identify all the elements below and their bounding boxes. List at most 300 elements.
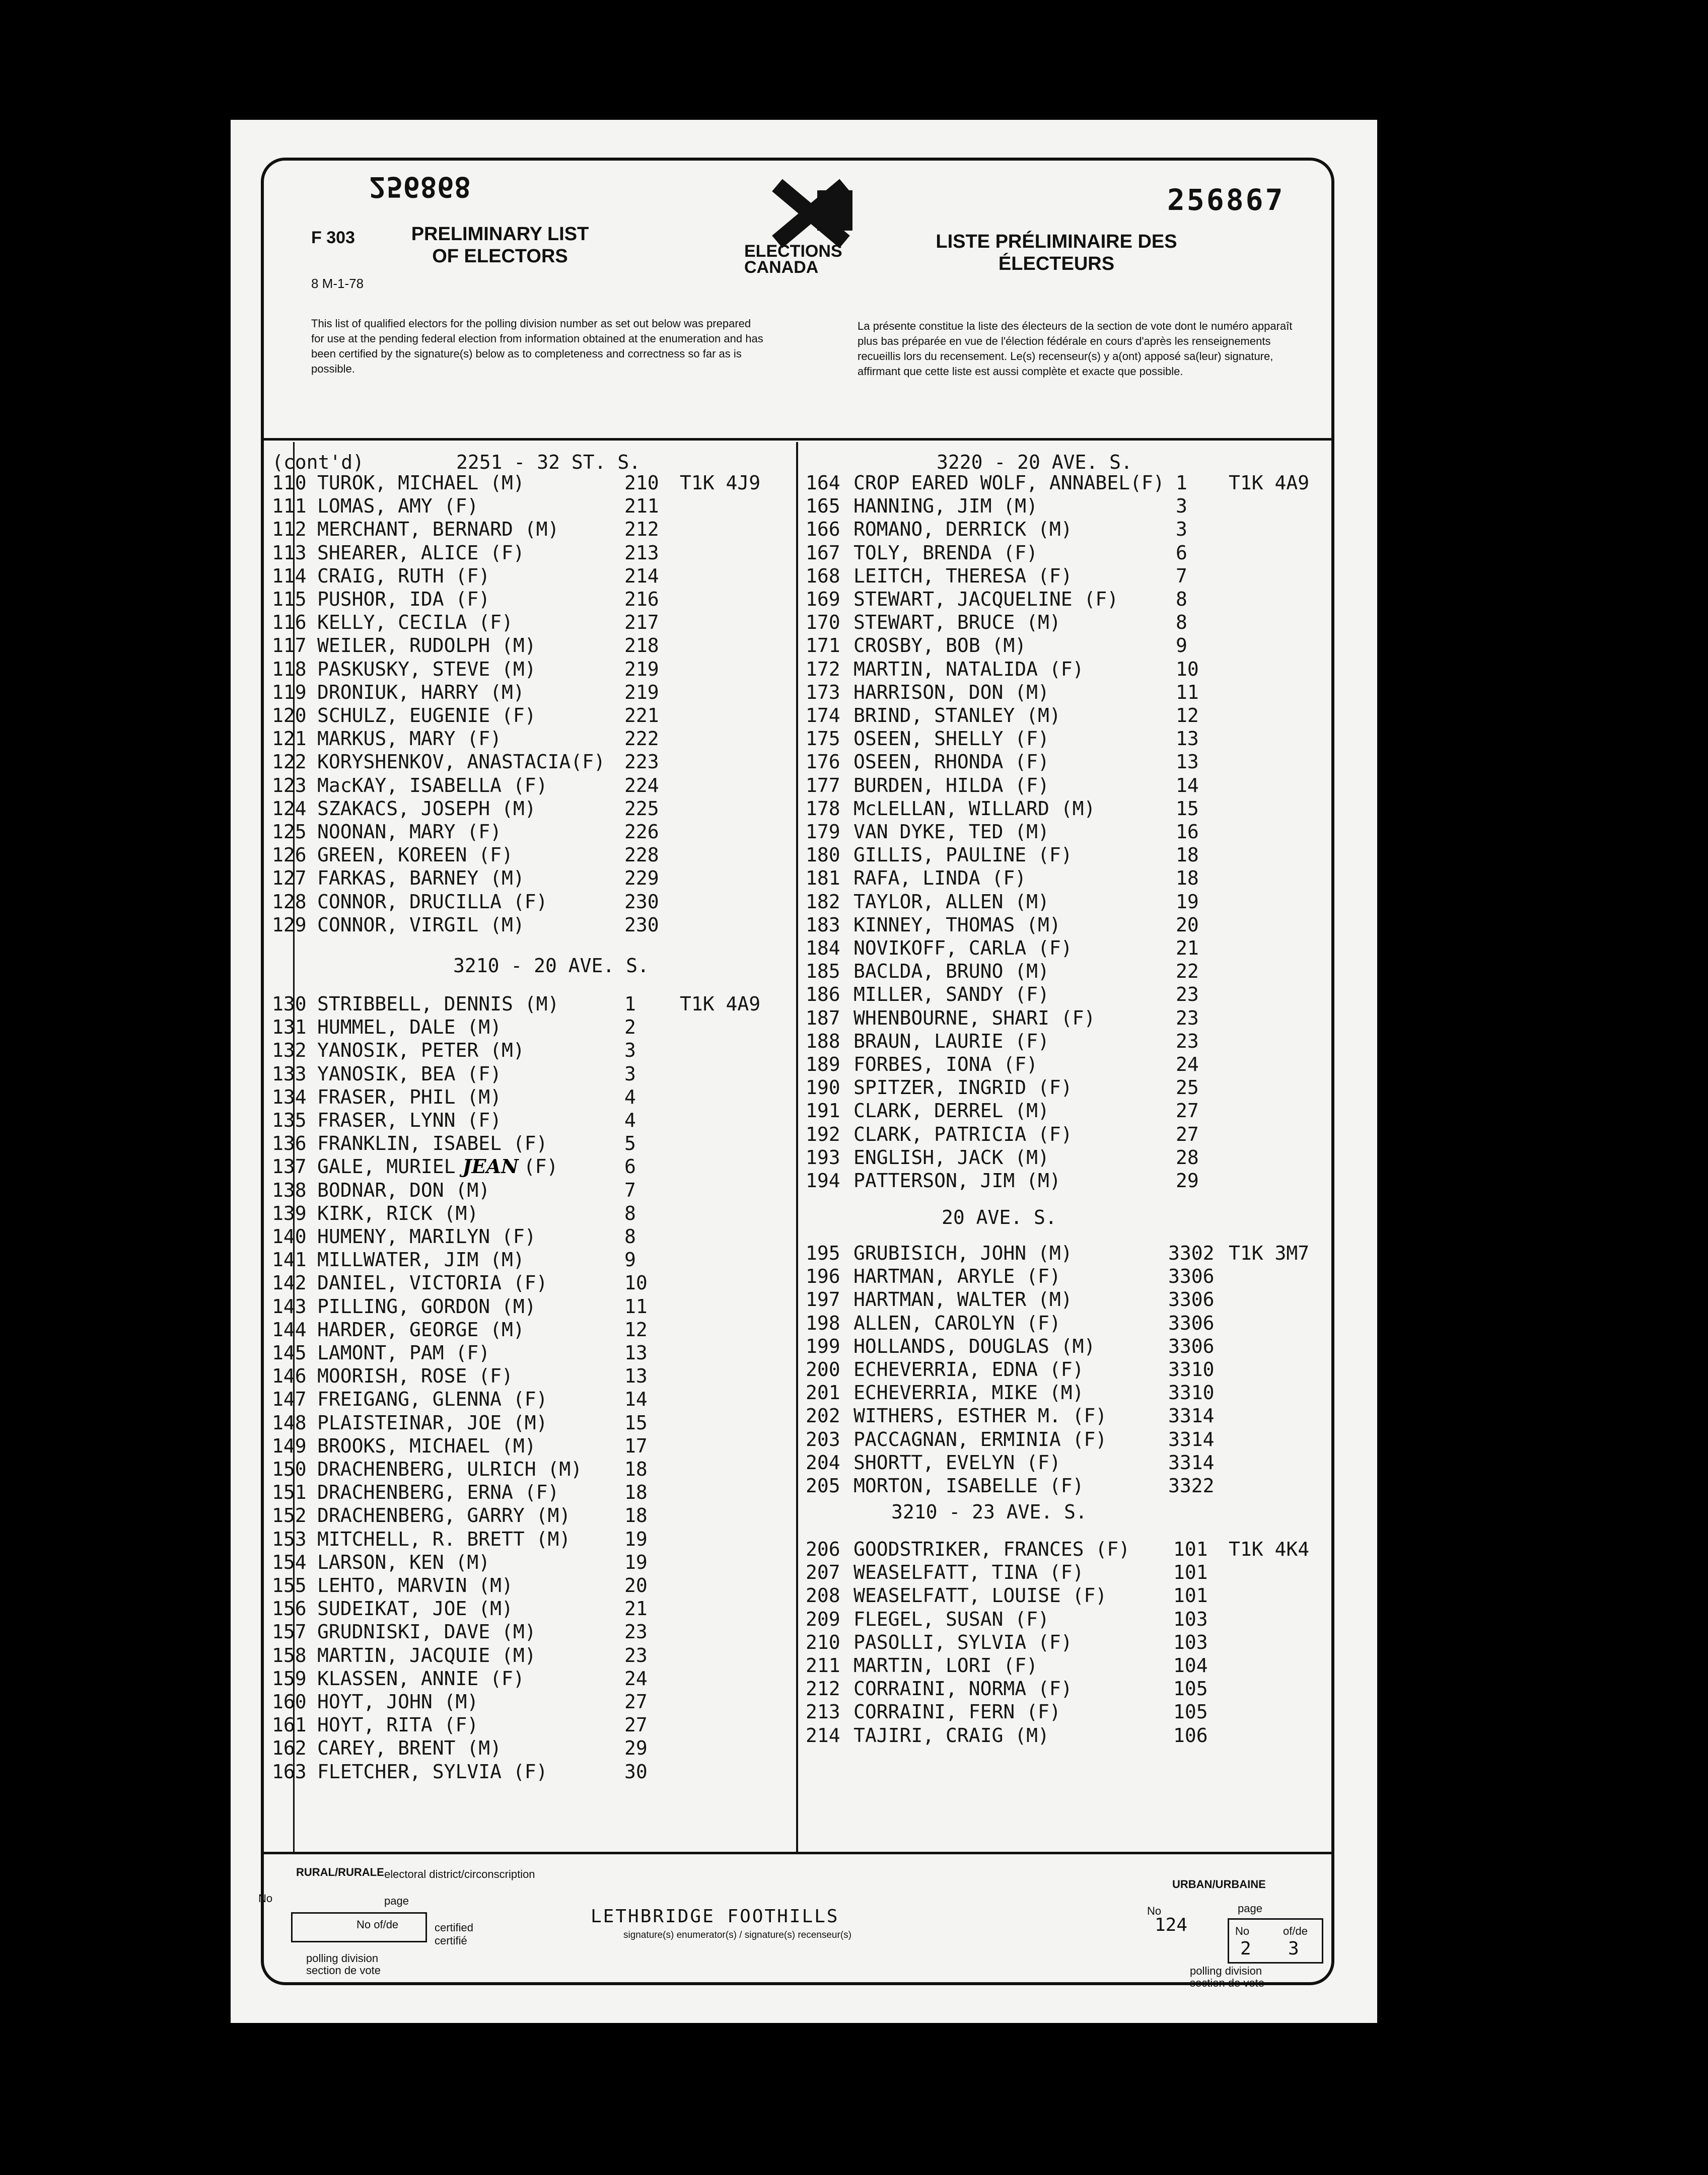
elector-name: CAREY, BRENT (M): [317, 1737, 502, 1760]
street-number: 3306: [1168, 1265, 1215, 1288]
enumerator-signature-label: signature(s) enumerator(s) / signature(s) recenseur(s): [623, 1930, 851, 1940]
street-number: 104: [1173, 1654, 1208, 1677]
elector-number: 175: [806, 728, 840, 750]
elector-name: McLELLAN, WILLARD (M): [853, 797, 1096, 820]
elector-row: [272, 518, 791, 541]
elector-number: 153: [272, 1528, 307, 1550]
elector-name: KINNEY, THOMAS (M): [853, 913, 1061, 936]
elector-row: [806, 1099, 1334, 1122]
elector-row: [272, 1039, 791, 1062]
elector-number: 191: [806, 1100, 840, 1122]
section-heading: 3220 - 20 AVE. S.: [937, 451, 1132, 473]
elector-name: LEITCH, THERESA (F): [853, 564, 1073, 587]
street-number: 3306: [1168, 1288, 1215, 1311]
elector-number: 210: [806, 1631, 840, 1653]
elector-number: 186: [806, 983, 840, 1006]
title-english: PRELIMINARY LIST OF ELECTORS: [411, 224, 589, 267]
street-number: 222: [624, 728, 659, 750]
postal-code: T1K 4K4: [1229, 1538, 1310, 1560]
elector-number: 149: [272, 1434, 307, 1457]
elector-name: DRONIUK, HARRY (M): [317, 681, 525, 703]
rural-of-label: No of/de: [357, 1918, 399, 1931]
elector-name: BACLDA, BRUNO (M): [853, 960, 1049, 983]
elector-number: 116: [272, 611, 307, 634]
elector-number: 177: [806, 774, 840, 796]
title-french: LISTE PRÉLIMINAIRE DES ÉLECTEURS: [936, 231, 1177, 274]
elector-row: [272, 1155, 791, 1178]
street-number: 16: [1176, 821, 1199, 843]
elector-name: PASOLLI, SYLVIA (F): [853, 1631, 1073, 1653]
street-number: 101: [1173, 1584, 1208, 1607]
elector-row: [806, 1146, 1334, 1169]
elector-number: 198: [806, 1312, 840, 1334]
elector-name: CONNOR, DRUCILLA (F): [317, 890, 548, 913]
certified-label: certified certifié: [435, 1921, 474, 1947]
elector-name: FRANKLIN, ISABEL (F): [317, 1132, 548, 1155]
elector-number: 169: [806, 588, 840, 610]
elector-row: [272, 1458, 791, 1481]
section-heading: (cont'd) 2251 - 32 ST. S.: [272, 451, 641, 473]
elector-name: HARTMAN, ARYLE (F): [853, 1265, 1061, 1288]
elector-number: 204: [806, 1451, 840, 1474]
street-number: 224: [624, 774, 659, 796]
elector-number: 143: [272, 1295, 307, 1318]
elector-number: 189: [806, 1053, 840, 1075]
elector-row: [806, 866, 1334, 890]
elector-number: 117: [272, 634, 307, 657]
elector-number: 208: [806, 1584, 840, 1607]
elector-number: 130: [272, 993, 307, 1015]
elector-name: TOLY, BRENDA (F): [853, 541, 1038, 564]
elector-row: [806, 913, 1334, 936]
elector-number: 170: [806, 611, 840, 634]
elector-row: [806, 1242, 1334, 1265]
street-number: 3322: [1168, 1475, 1215, 1497]
elector-number: 131: [272, 1016, 307, 1039]
elector-row: [272, 890, 791, 913]
street-number: 2: [624, 1016, 636, 1039]
elector-row: [272, 658, 791, 681]
elector-name: GILLIS, PAULINE (F): [853, 844, 1073, 866]
elector-name: CORRAINI, NORMA (F): [853, 1678, 1073, 1700]
elector-name: MOORISH, ROSE (F): [317, 1365, 513, 1388]
elector-name: KELLY, CECILA (F): [317, 611, 513, 634]
street-number: 13: [1176, 728, 1199, 750]
street-number: 11: [624, 1295, 648, 1318]
serial-number: 256867: [1167, 183, 1285, 217]
street-number: 228: [624, 844, 659, 866]
street-number: 18: [624, 1504, 648, 1527]
elector-row: [272, 1528, 791, 1551]
elector-row: [806, 1053, 1334, 1076]
elector-name: HOYT, RITA (F): [317, 1714, 479, 1736]
elector-row: [272, 1736, 791, 1760]
elector-name: HUMMEL, DALE (M): [317, 1016, 502, 1039]
elector-row: [806, 1006, 1334, 1030]
elector-name: GRUDNISKI, DAVE (M): [317, 1621, 536, 1643]
street-number: 21: [624, 1598, 648, 1620]
street-number: 6: [1176, 541, 1187, 564]
elector-name: OSEEN, SHELLY (F): [853, 728, 1049, 750]
elector-number: 168: [806, 564, 840, 587]
elector-number: 174: [806, 704, 840, 727]
street-number: 8: [624, 1225, 636, 1248]
section-heading: 20 AVE. S.: [942, 1206, 1057, 1228]
elector-row: [806, 1265, 1334, 1288]
elector-row: [272, 1132, 791, 1155]
elector-number: 190: [806, 1076, 840, 1099]
elector-name: SHEARER, ALICE (F): [317, 541, 525, 564]
elector-row: [806, 1123, 1334, 1146]
elector-number: 207: [806, 1561, 840, 1584]
street-number: 221: [624, 704, 659, 727]
elector-number: 150: [272, 1458, 307, 1480]
elector-row: [272, 1295, 791, 1318]
elector-name: HANNING, JIM (M): [853, 495, 1038, 518]
elector-number: 171: [806, 634, 840, 657]
street-number: 14: [1176, 774, 1199, 796]
elector-name: VAN DYKE, TED (M): [853, 821, 1049, 843]
street-number: 11: [1176, 681, 1199, 703]
elector-name: STRIBBELL, DENNIS (M): [317, 993, 559, 1015]
elector-name: BURDEN, HILDA (F): [853, 774, 1049, 796]
street-number: 19: [624, 1551, 648, 1573]
elector-name: TAYLOR, ALLEN (M): [853, 890, 1049, 913]
elector-name: FLETCHER, SYLVIA (F): [317, 1760, 548, 1783]
street-number: 21: [1176, 937, 1199, 959]
elector-number: 195: [806, 1242, 840, 1264]
elector-name: CROP EARED WOLF, ANNABEL(F): [853, 472, 1165, 494]
elector-row: [272, 681, 791, 704]
elector-number: 138: [272, 1179, 307, 1201]
street-number: 12: [1176, 704, 1199, 727]
elector-row: [806, 750, 1334, 773]
street-number: 28: [1176, 1146, 1199, 1169]
elector-name: STEWART, JACQUELINE (F): [853, 588, 1119, 610]
elector-row: [272, 564, 791, 588]
street-number: 105: [1173, 1678, 1208, 1700]
elector-row: [806, 1428, 1334, 1451]
elector-name: HOYT, JOHN (M): [317, 1691, 479, 1713]
elector-name: GOODSTRIKER, FRANCES (F): [853, 1538, 1130, 1560]
street-number: 219: [624, 681, 659, 703]
elector-name: YANOSIK, PETER (M): [317, 1039, 525, 1062]
elector-number: 113: [272, 541, 307, 564]
elector-number: 123: [272, 774, 307, 796]
elector-name: LEHTO, MARVIN (M): [317, 1574, 513, 1597]
elector-row: [272, 1179, 791, 1202]
elector-name: GALE, MURIEL JEAN (F): [317, 1155, 558, 1178]
elector-number: 212: [806, 1678, 840, 1700]
street-number: 103: [1173, 1631, 1208, 1653]
certification-note-french: La présente constitue la liste des électeurs de la section de vote dont le numéro apparaît plus bas préparée en vue de l'élection fédérale en cours d'après les renseignements recueillis lors du recensement. Le(s) recenseur(s) y a(ont) apposé sa(leur) signature, affirmant que cette liste est aussi complète et exacte que possible.: [858, 320, 1293, 378]
elector-name: GREEN, KOREEN (F): [317, 844, 513, 866]
elector-name: FARKAS, BARNEY (M): [317, 867, 525, 890]
street-number: 219: [624, 658, 659, 680]
elector-number: 133: [272, 1062, 307, 1085]
elector-row: [806, 774, 1334, 797]
street-number: 27: [624, 1714, 648, 1736]
street-number: 19: [624, 1528, 648, 1550]
street-number: 230: [624, 913, 659, 936]
street-number: 6: [624, 1155, 636, 1178]
elector-number: 199: [806, 1335, 840, 1357]
elector-name: DANIEL, VICTORIA (F): [317, 1272, 548, 1294]
street-number: 29: [624, 1737, 648, 1760]
elector-row: [272, 1248, 791, 1271]
header-divider: [264, 438, 1334, 441]
street-number: 3310: [1168, 1382, 1215, 1404]
urban-page-box: [1228, 1918, 1323, 1964]
elector-name: FLEGEL, SUSAN (F): [853, 1608, 1049, 1630]
elector-name: HUMENY, MARILYN (F): [317, 1225, 536, 1248]
street-number: 4: [624, 1109, 636, 1131]
street-number: 23: [1176, 1030, 1199, 1052]
form-code: F 303: [311, 228, 355, 247]
elector-row: [806, 634, 1334, 657]
street-number: 8: [1176, 611, 1187, 634]
elector-number: 110: [272, 472, 307, 494]
elector-row: [806, 1076, 1334, 1099]
street-number: 3: [1176, 495, 1187, 518]
elector-name: PLAISTEINAR, JOE (M): [317, 1411, 548, 1434]
elector-number: 141: [272, 1249, 307, 1271]
elector-number: 211: [806, 1654, 840, 1677]
street-number: 3: [1176, 518, 1187, 541]
street-number: 211: [624, 495, 659, 518]
street-number: 3314: [1168, 1428, 1215, 1451]
elector-number: 213: [806, 1701, 840, 1723]
elector-name: BRIND, STANLEY (M): [853, 704, 1061, 727]
elector-row: [272, 1620, 791, 1643]
street-number: 3306: [1168, 1335, 1215, 1357]
elector-name: FRASER, LYNN (F): [317, 1109, 502, 1131]
elector-number: 156: [272, 1598, 307, 1620]
mirrored-serial-number: 256868: [369, 170, 471, 203]
elector-row: [272, 1597, 791, 1620]
elector-number: 122: [272, 751, 307, 773]
rural-polling-division-label: polling division section de vote: [306, 1952, 381, 1977]
elector-name: LOMAS, AMY (F): [317, 495, 479, 518]
street-number: 103: [1173, 1608, 1208, 1630]
street-number: 19: [1176, 890, 1199, 913]
elector-number: 178: [806, 797, 840, 820]
elector-row: [272, 1667, 791, 1690]
elector-row: [806, 564, 1334, 588]
elector-name: MARTIN, JACQUIE (M): [317, 1644, 536, 1666]
elector-number: 181: [806, 867, 840, 890]
elector-name: ROMANO, DERRICK (M): [853, 518, 1073, 541]
elector-number: 203: [806, 1428, 840, 1451]
elector-number: 119: [272, 681, 307, 703]
elector-name: SPITZER, INGRID (F): [853, 1076, 1073, 1099]
elector-number: 162: [272, 1737, 307, 1760]
elector-row: [272, 843, 791, 866]
street-number: 7: [624, 1179, 636, 1201]
street-number: 7: [1176, 564, 1187, 587]
electoral-district-label: electoral district/circonscription: [384, 1868, 535, 1880]
elector-name: WEASELFATT, LOUISE (F): [853, 1584, 1107, 1607]
elector-number: 160: [272, 1691, 307, 1713]
elector-number: 167: [806, 541, 840, 564]
street-number: 9: [1176, 634, 1187, 657]
elector-row: [272, 1225, 791, 1248]
elector-name: CLARK, DERREL (M): [853, 1100, 1049, 1122]
elector-name: DRACHENBERG, GARRY (M): [317, 1504, 571, 1527]
elector-number: 206: [806, 1538, 840, 1560]
elector-number: 159: [272, 1667, 307, 1690]
street-number: 30: [624, 1760, 648, 1783]
elector-number: 134: [272, 1085, 307, 1108]
elector-name: MERCHANT, BERNARD (M): [317, 518, 559, 541]
postal-code: T1K 4A9: [1229, 472, 1310, 494]
elector-number: 140: [272, 1225, 307, 1248]
elector-row: [272, 1341, 791, 1364]
elector-name: FRASER, PHIL (M): [317, 1085, 502, 1108]
elector-name: HOLLANDS, DOUGLAS (M): [853, 1335, 1096, 1357]
elector-row: [806, 1724, 1334, 1747]
elector-name: PUSHOR, IDA (F): [317, 588, 490, 610]
elector-row: [806, 1169, 1334, 1192]
elector-number: 132: [272, 1039, 307, 1062]
elector-name: PASKUSKY, STEVE (M): [317, 658, 536, 680]
elector-name: BODNAR, DON (M): [317, 1179, 490, 1201]
urban-no-label: No: [1147, 1905, 1162, 1917]
elector-row: [806, 797, 1334, 820]
elector-row: [806, 1700, 1334, 1723]
elector-name: MARTIN, LORI (F): [853, 1654, 1038, 1677]
urban-polling-division-label: polling division section de vote: [1190, 1965, 1264, 1989]
elector-name: MILLER, SANDY (F): [853, 983, 1049, 1006]
elector-name: MILLWATER, JIM (M): [317, 1249, 525, 1271]
street-number: 27: [1176, 1123, 1199, 1145]
elector-number: 146: [272, 1365, 307, 1388]
left-column: [272, 451, 791, 1841]
elector-name: CORRAINI, FERN (F): [853, 1701, 1061, 1723]
street-number: 23: [1176, 983, 1199, 1006]
elector-name: LARSON, KEN (M): [317, 1551, 490, 1573]
elector-number: 111: [272, 495, 307, 518]
street-number: 3302: [1168, 1242, 1215, 1264]
street-number: 10: [624, 1272, 648, 1294]
elector-row: [806, 1030, 1334, 1053]
elector-row: [272, 1271, 791, 1294]
elector-number: 163: [272, 1760, 307, 1783]
page-total: 3: [1288, 1938, 1299, 1959]
street-number: 218: [624, 634, 659, 657]
rural-no-label: No: [258, 1892, 273, 1905]
elector-name: MARKUS, MARY (F): [317, 728, 502, 750]
elector-row: [272, 1085, 791, 1109]
elector-row: [806, 471, 1334, 494]
elector-row: [806, 1561, 1334, 1584]
street-number: 3: [624, 1039, 636, 1062]
elector-row: [806, 1335, 1334, 1358]
elector-number: 172: [806, 658, 840, 680]
street-number: 15: [1176, 797, 1199, 820]
section-heading: 3210 - 23 AVE. S.: [891, 1501, 1087, 1523]
elector-name: FREIGANG, GLENNA (F): [317, 1388, 548, 1411]
elector-row: [806, 820, 1334, 843]
elector-row: [806, 1654, 1334, 1677]
street-number: 3314: [1168, 1405, 1215, 1427]
certification-note-english: This list of qualified electors for the polling division number as set out below was prepared for use at the pending federal election from information obtained at the enumeration and has been certified by the signature(s) below as to completeness and correctness so far as is possible.: [311, 317, 763, 375]
street-number: 1: [624, 993, 636, 1015]
elector-name: ENGLISH, JACK (M): [853, 1146, 1049, 1169]
column-divider: [796, 442, 798, 1852]
street-number: 18: [1176, 867, 1199, 890]
street-number: 106: [1173, 1724, 1208, 1747]
street-number: 18: [1176, 844, 1199, 866]
elector-name: KIRK, RICK (M): [317, 1202, 479, 1224]
elector-name: ECHEVERRIA, MIKE (M): [853, 1382, 1084, 1404]
street-number: 214: [624, 564, 659, 587]
street-number: 22: [1176, 960, 1199, 983]
elector-row: [272, 541, 791, 564]
elector-row: [806, 1631, 1334, 1654]
elector-row: [272, 727, 791, 750]
urban-page-of-label: of/de: [1283, 1925, 1308, 1937]
elector-name: NOONAN, MARY (F): [317, 821, 502, 843]
elector-name: SCHULZ, EUGENIE (F): [317, 704, 536, 727]
elector-row: [272, 1109, 791, 1132]
elector-number: 125: [272, 821, 307, 843]
street-number: 1: [1176, 472, 1187, 494]
elector-row: [272, 494, 791, 518]
elector-row: [272, 1434, 791, 1458]
street-number: 213: [624, 541, 659, 564]
elector-sex: (F): [523, 1155, 558, 1178]
elector-number: 148: [272, 1411, 307, 1434]
elector-row: [272, 588, 791, 611]
form-revision-code: 8 M-1-78: [311, 276, 364, 291]
postal-code: T1K 4J9: [680, 472, 761, 494]
elector-number: 197: [806, 1288, 840, 1311]
elector-name: CRAIG, RUTH (F): [317, 564, 490, 587]
elector-name: BROOKS, MICHAEL (M): [317, 1434, 536, 1457]
elector-number: 139: [272, 1202, 307, 1224]
elector-name: CLARK, PATRICIA (F): [853, 1123, 1073, 1145]
elector-name: YANOSIK, BEA (F): [317, 1062, 502, 1085]
elector-row: [272, 1574, 791, 1597]
street-number: 9: [624, 1249, 636, 1271]
elector-number: 196: [806, 1265, 840, 1288]
elector-number: 152: [272, 1504, 307, 1527]
street-number: 14: [624, 1388, 648, 1411]
elector-name: WHENBOURNE, SHARI (F): [853, 1006, 1096, 1029]
elector-number: 192: [806, 1123, 840, 1145]
elector-row: [806, 681, 1334, 704]
elector-number: 157: [272, 1621, 307, 1643]
postal-code: T1K 4A9: [680, 993, 761, 1015]
elector-number: 193: [806, 1146, 840, 1169]
elector-row: [272, 1504, 791, 1527]
elector-row: [806, 1677, 1334, 1700]
elector-name: KORYSHENKOV, ANASTACIA(F): [317, 751, 605, 773]
street-number: 5: [624, 1132, 636, 1155]
elector-row: [806, 494, 1334, 518]
elector-row: [272, 774, 791, 797]
elector-name: KLASSEN, ANNIE (F): [317, 1667, 525, 1690]
elector-number: 121: [272, 728, 307, 750]
elector-row: [272, 1388, 791, 1411]
elector-name: ALLEN, CAROLYN (F): [853, 1312, 1061, 1334]
elector-number: 180: [806, 844, 840, 866]
elector-name: WITHERS, ESTHER M. (F): [853, 1405, 1107, 1427]
elector-number: 114: [272, 564, 307, 587]
street-number: 13: [1176, 751, 1199, 773]
elector-row: [272, 1713, 791, 1736]
